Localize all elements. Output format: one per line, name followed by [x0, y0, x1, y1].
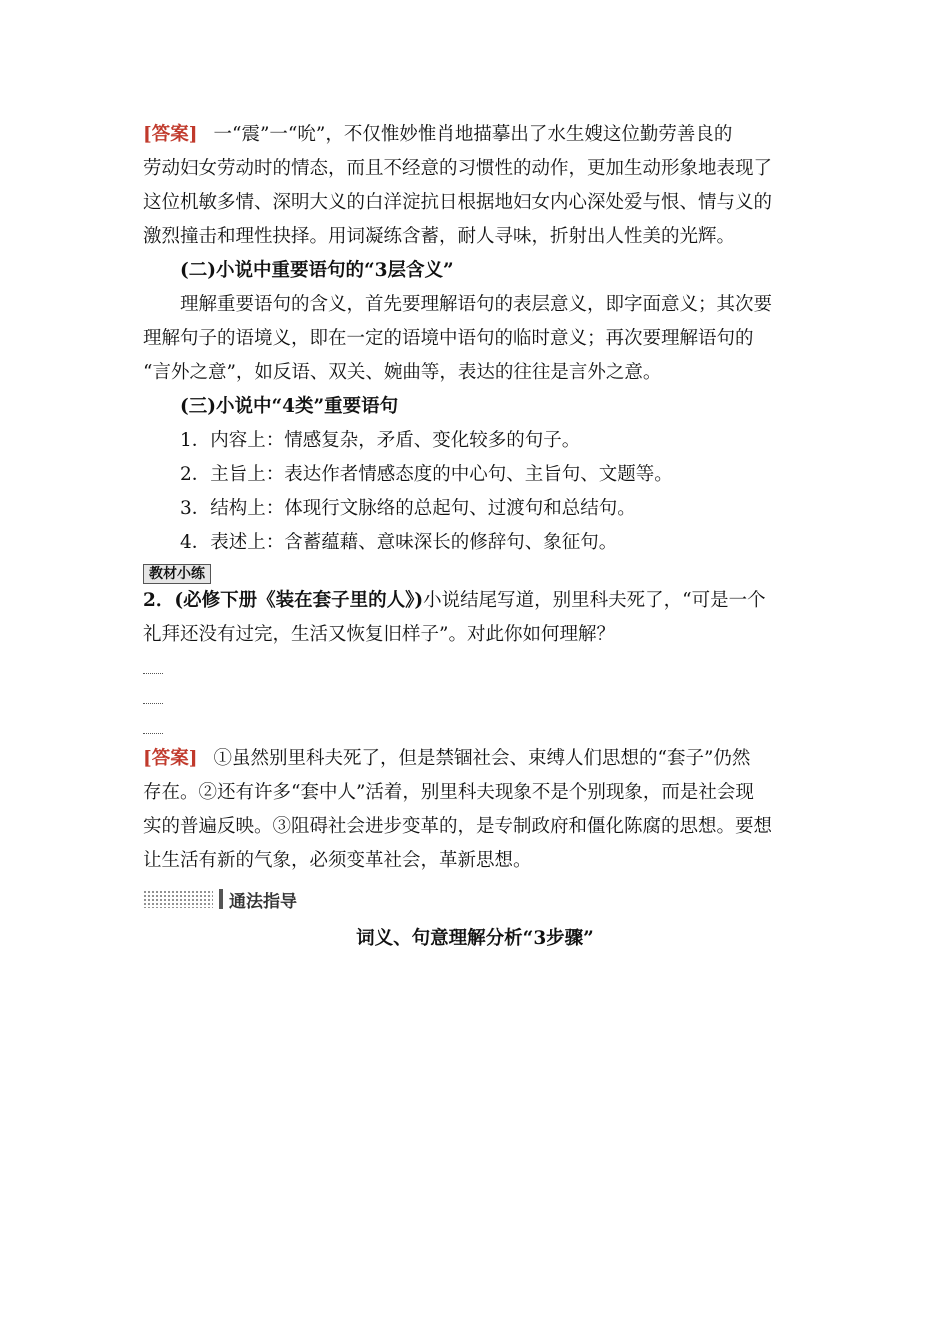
answer-1-line: 这位机敏多情、深明大义的白洋淀抗日根据地妇女内心深处爱与恨、情与义的 — [143, 192, 773, 213]
guide-heading-text: 通法指导 — [229, 891, 297, 912]
guide-heading — [143, 882, 807, 916]
answer-1-line: 劳动妇女劳动时的情态，而且不经意的习惯性的动作，更加生动形象地表现了 — [143, 158, 773, 179]
heading-bar — [219, 889, 223, 909]
practice-label-row — [143, 560, 807, 584]
answer-1-line: [答案] 一“震”一“吮”，不仅惟妙惟肖地描摹出了水生嫂这位勤劳善良的 — [143, 124, 733, 145]
section-2-line: 理解重要语句的含义，首先要理解语句的表层意义，即字面意义；其次要 — [180, 294, 773, 315]
section-2-line: 理解句子的语境义，即在一定的语境中语句的临时意义；再次要理解语句的 — [143, 328, 754, 349]
section-2-line: “言外之意”，如反语、双关、婉曲等，表达的往往是言外之意。 — [143, 362, 662, 383]
answer-blank-line — [143, 712, 807, 742]
section-2-heading: (二)小说中重要语句的“3层含义” — [180, 260, 454, 281]
answer-tag: [答案] — [143, 748, 198, 769]
list-item: 2．主旨上：表达作者情感态度的中心句、主旨句、文题等。 — [180, 464, 673, 485]
list-item: 1．内容上：情感复杂，矛盾、变化较多的句子。 — [180, 430, 581, 451]
section-3-heading: (三)小说中“4类”重要语句 — [180, 396, 399, 417]
practice-label: 教材小练 — [143, 564, 211, 584]
list-item: 4．表述上：含蓄蕴藉、意味深长的修辞句、象征句。 — [180, 532, 618, 553]
document-page — [143, 118, 807, 956]
practice-question-line: 2．(必修下册《装在套子里的人》)小说结尾写道，别里科夫死了，“可是一个 — [143, 590, 766, 611]
answer-tag: [答案] — [143, 124, 198, 145]
dot-pattern-icon — [143, 890, 213, 908]
answer-2-line: 让生活有新的气象，必须变革社会，革新思想。 — [143, 850, 532, 871]
answer-blank-line — [143, 682, 807, 712]
answer-blank-line — [143, 652, 807, 682]
answer-2-line: [答案] ①虽然别里科夫死了，但是禁锢社会、束缚人们思想的“套子”仍然 — [143, 748, 751, 769]
list-item: 3．结构上：体现行文脉络的总起句、过渡句和总结句。 — [180, 498, 636, 519]
answer-2-line: 存在。②还有许多“套中人”活着，别里科夫现象不是个别现象，而是社会现 — [143, 782, 754, 803]
practice-question-line: 礼拜还没有过完，生活又恢复旧样子”。对此你如何理解？ — [143, 624, 615, 645]
answer-1-line: 激烈撞击和理性抉择。用词凝练含蓄，耐人寻味，折射出人性美的光辉。 — [143, 226, 736, 247]
guide-subtitle: 词义、句意理解分析“3步骤” — [356, 928, 594, 949]
answer-2-line: 实的普遍反映。③阻碍社会进步变革的，是专制政府和僵化陈腐的思想。要想 — [143, 816, 773, 837]
